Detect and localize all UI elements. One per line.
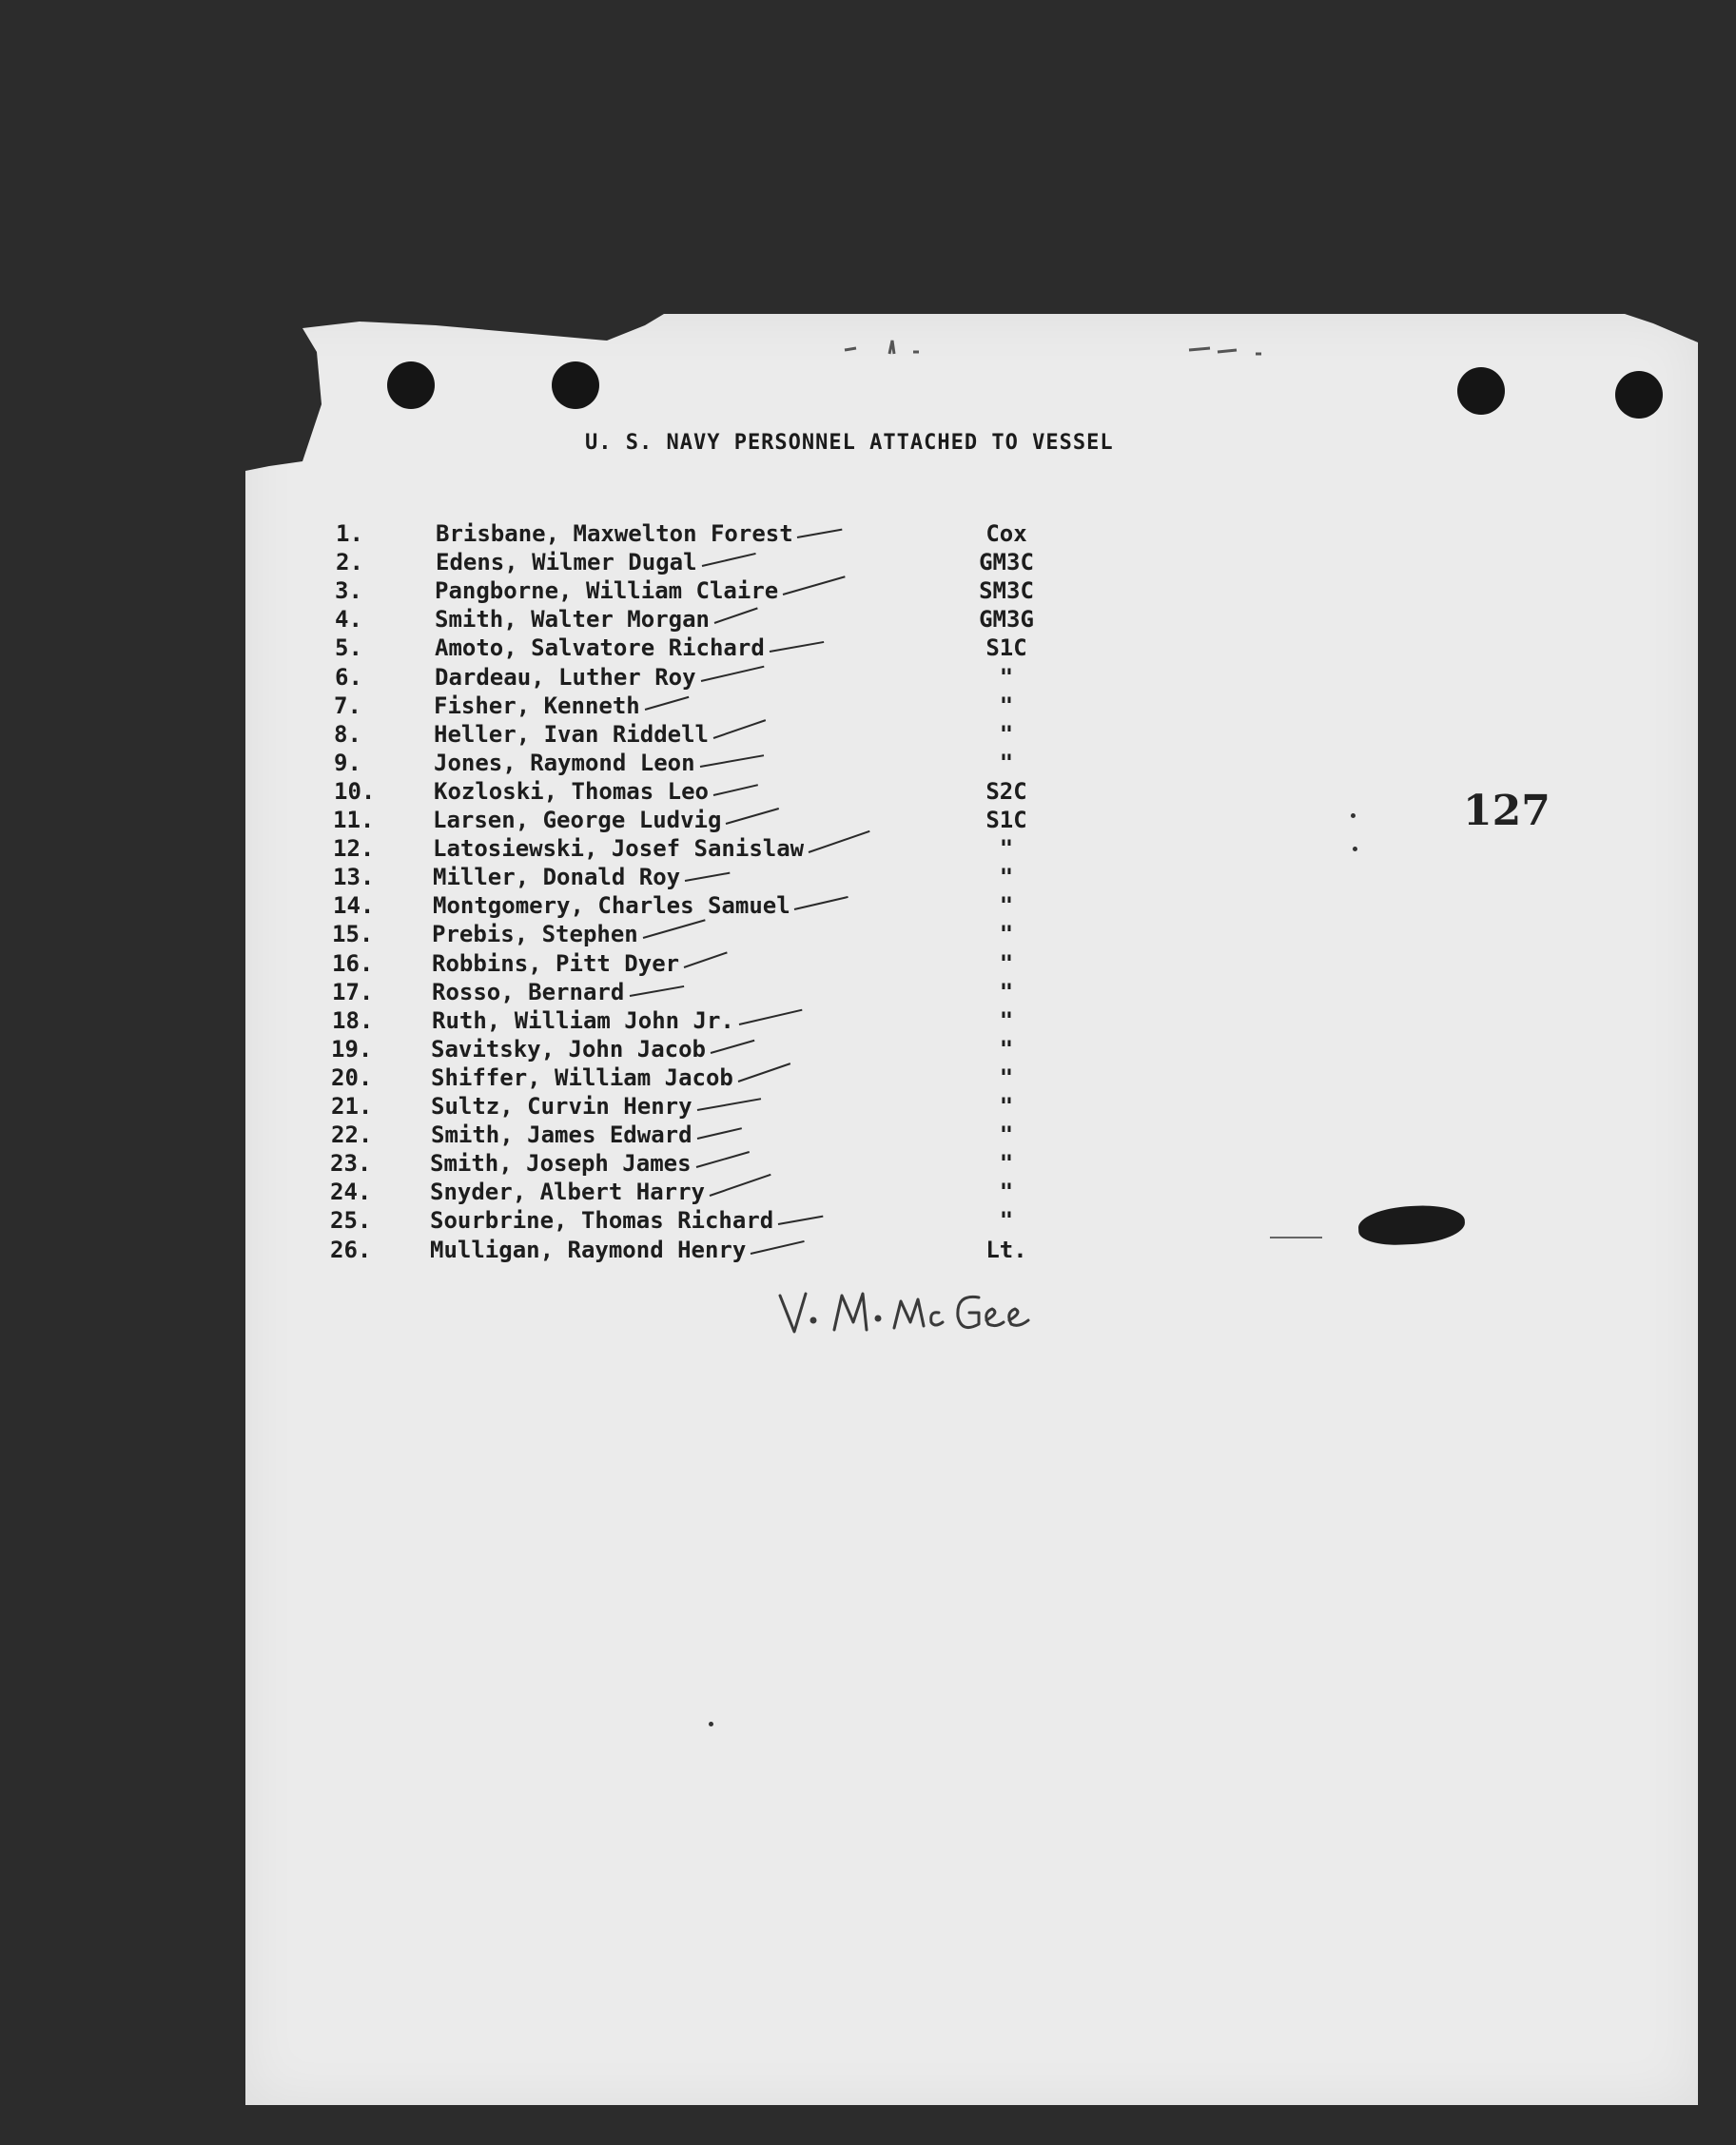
roster-row (332, 920, 1055, 948)
roster-name: Fisher, Kenneth (434, 692, 640, 719)
roster-name: Edens, Wilmer Dugal (436, 549, 697, 576)
roster-name: Robbins, Pitt Dyer (432, 949, 680, 977)
roster-rate: " (999, 949, 1014, 977)
roster-name: Smith, Walter Morgan (435, 606, 710, 634)
roster-rate: SM3C (979, 577, 1034, 605)
roster-rate: S2C (985, 777, 1027, 805)
roster-row (330, 1178, 1053, 1206)
roster-number: 17. (332, 978, 374, 1005)
roster-row (331, 1035, 1054, 1063)
roster-name: Shiffer, William Jacob (431, 1063, 733, 1091)
roster-name: Dardeau, Luther Roy (435, 663, 696, 691)
roster-rate: " (999, 1150, 1014, 1178)
roster-name: Miller, Donald Roy (433, 864, 681, 891)
roster-rate: " (999, 892, 1014, 920)
roster-rate: S1C (985, 807, 1027, 833)
roster-number: 13. (333, 864, 375, 891)
speck (709, 1722, 713, 1726)
roster-number: 22. (331, 1121, 373, 1149)
roster-number: 4. (335, 606, 362, 634)
roster-rate: " (999, 1035, 1014, 1063)
document-title: U. S. NAVY PERSONNEL ATTACHED TO VESSEL (585, 431, 1114, 455)
roster-name: Pangborne, William Claire (435, 577, 779, 605)
roster-number: 25. (330, 1207, 372, 1235)
roster-number: 16. (332, 949, 374, 977)
roster-number: 5. (335, 634, 362, 662)
roster-number: 14. (333, 892, 375, 920)
roster-number: 20. (331, 1063, 373, 1091)
roster-rate: GM3C (979, 549, 1034, 576)
roster-name: Larsen, George Ludvig (433, 807, 722, 833)
roster-row (333, 834, 1056, 863)
roster-number: 2. (336, 549, 363, 576)
roster-number: 18. (332, 1006, 374, 1034)
roster-number: 1. (336, 520, 363, 547)
roster-row (335, 663, 1058, 692)
speck (1353, 847, 1357, 851)
speck (1351, 813, 1356, 818)
roster-rate: " (999, 1121, 1014, 1149)
roster-rate: " (999, 663, 1014, 691)
roster-number: 19. (331, 1035, 373, 1063)
roster-row (330, 1206, 1053, 1235)
roster-rate: " (999, 835, 1014, 863)
roster-row (332, 1006, 1055, 1035)
roster-number: 26. (330, 1236, 372, 1263)
roster-row (334, 749, 1057, 777)
roster-name: Sultz, Curvin Henry (431, 1093, 692, 1120)
roster-rate: " (999, 864, 1014, 891)
roster-name: Latosiewski, Josef Sanislaw (433, 835, 805, 863)
roster-row (330, 1149, 1053, 1178)
roster-row (332, 978, 1055, 1006)
handwritten-signature (775, 1275, 1070, 1341)
roster-row (334, 720, 1057, 749)
roster-row (333, 891, 1056, 920)
roster-number: 23. (330, 1150, 372, 1178)
roster-name: Jones, Raymond Leon (434, 749, 695, 776)
roster-name: Kozloski, Thomas Leo (434, 777, 709, 805)
roster-name: Ruth, William John Jr. (432, 1006, 734, 1034)
roster-name: Amoto, Salvatore Richard (435, 634, 765, 662)
roster-row (336, 548, 1059, 576)
roster-number: 24. (330, 1179, 372, 1206)
roster-name: Sourbrine, Thomas Richard (430, 1207, 774, 1235)
roster-number: 7. (334, 692, 361, 719)
roster-name: Snyder, Albert Harry (430, 1179, 705, 1206)
roster-row (335, 634, 1058, 662)
roster-number: 9. (334, 749, 361, 776)
roster-rate: " (999, 1093, 1014, 1120)
roster-rate: " (999, 1006, 1014, 1034)
roster-name: Smith, James Edward (431, 1121, 692, 1149)
roster-rate: " (999, 749, 1014, 776)
roster-row (333, 806, 1056, 834)
roster-name: Rosso, Bernard (432, 978, 625, 1005)
roster-number: 12. (333, 835, 375, 863)
roster-row (334, 777, 1057, 806)
roster-name: Heller, Ivan Riddell (434, 720, 709, 748)
roster-name: Mulligan, Raymond Henry (430, 1236, 747, 1263)
page-number: 127 (1463, 787, 1551, 835)
roster-rate: " (999, 978, 1014, 1005)
roster-number: 11. (333, 807, 375, 833)
roster-row (331, 1063, 1054, 1092)
roster-number: 10. (334, 777, 376, 805)
roster-row (330, 1236, 1053, 1264)
ink-dash (1270, 1237, 1322, 1238)
roster-number: 3. (335, 577, 362, 605)
roster-number: 8. (334, 720, 361, 748)
roster-row (331, 1121, 1054, 1149)
roster-rate: Lt. (985, 1236, 1027, 1263)
roster-rate: " (999, 1179, 1014, 1206)
roster-row (335, 605, 1058, 634)
roster-rate: " (999, 921, 1014, 948)
roster-row (335, 576, 1058, 605)
roster-name: Prebis, Stephen (432, 921, 638, 948)
roster-number: 15. (332, 921, 374, 948)
roster-name: Brisbane, Maxwelton Forest (436, 520, 793, 547)
roster-name: Montgomery, Charles Samuel (433, 892, 790, 920)
roster-rate: " (999, 1207, 1014, 1235)
roster-number: 6. (335, 663, 362, 691)
roster-rate: " (999, 692, 1014, 719)
roster-row (331, 1092, 1054, 1121)
roster-row (336, 519, 1059, 548)
roster-rate: " (999, 1063, 1014, 1091)
roster-rate: " (999, 720, 1014, 748)
roster-rate: S1C (985, 634, 1027, 662)
roster-name: Savitsky, John Jacob (431, 1035, 706, 1063)
roster-number: 21. (331, 1093, 373, 1120)
roster-rate: Cox (985, 520, 1027, 547)
roster-rate: GM3G (979, 606, 1034, 634)
roster-row (334, 692, 1057, 720)
roster-name: Smith, Joseph James (430, 1150, 692, 1178)
